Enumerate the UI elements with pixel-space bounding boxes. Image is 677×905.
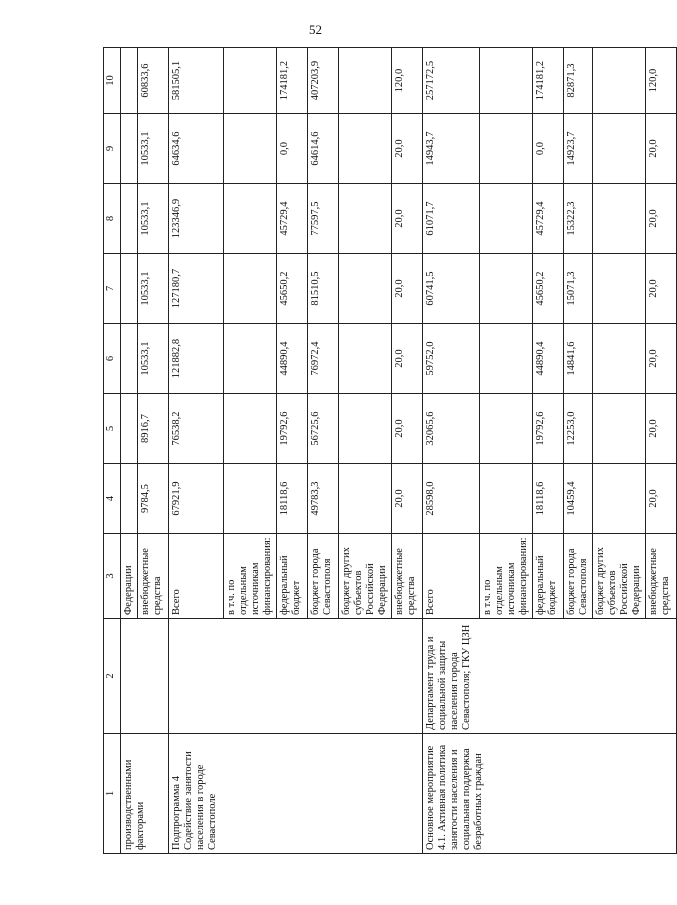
value-cell: 174181,2: [533, 48, 564, 114]
value-cell: [339, 464, 392, 534]
value-cell: [339, 324, 392, 394]
value-cell: 121882,8: [169, 324, 224, 394]
value-cell: 19792,6: [277, 394, 308, 464]
value-cell: 59752,0: [423, 324, 480, 394]
value-cell: [339, 114, 392, 184]
value-cell: 14841,6: [564, 324, 593, 394]
value-cell: 67921,9: [169, 464, 224, 534]
value-cell: [224, 254, 277, 324]
value-cell: 12253,0: [564, 394, 593, 464]
executor-cell: Департамент труда и социальной защиты населения города Севастополя; ГКУ ЦЗН: [423, 619, 677, 734]
value-cell: 8916,7: [138, 394, 169, 464]
value-cell: [593, 184, 646, 254]
table-row: [169, 48, 224, 854]
value-cell: [593, 114, 646, 184]
header-cell: 4: [104, 464, 121, 534]
rotated-table-container: [103, 48, 671, 854]
page-number: 52: [309, 22, 322, 37]
value-cell: [480, 48, 533, 114]
value-cell: 81510,5: [308, 254, 339, 324]
value-cell: 76972,4: [308, 324, 339, 394]
value-cell: [224, 48, 277, 114]
value-cell: 76538,2: [169, 394, 224, 464]
value-cell: 20,0: [392, 254, 423, 324]
value-cell: 0,0: [277, 114, 308, 184]
value-cell: 18118,6: [533, 464, 564, 534]
activity-name-cell: производственными факторами: [121, 734, 169, 854]
value-cell: 60741,5: [423, 254, 480, 324]
value-cell: 45650,2: [277, 254, 308, 324]
value-cell: 45729,4: [533, 184, 564, 254]
source-cell: бюджет других субъектов Российской Федерации: [339, 534, 392, 619]
value-cell: 120,0: [392, 48, 423, 114]
budget-table: [103, 47, 677, 854]
value-cell: 64614,6: [308, 114, 339, 184]
value-cell: [224, 464, 277, 534]
header-cell: 7: [104, 254, 121, 324]
activity-name-cell: Подпрограмма 4 Содействие занятости населения в городе Севастополе: [169, 734, 423, 854]
value-cell: [339, 394, 392, 464]
value-cell: 28598,0: [423, 464, 480, 534]
value-cell: [480, 464, 533, 534]
value-cell: 20,0: [646, 114, 677, 184]
source-cell: в т.ч. по отдельным источникам финансирования:: [480, 534, 533, 619]
value-cell: 20,0: [392, 184, 423, 254]
value-cell: [593, 48, 646, 114]
value-cell: 14943,7: [423, 114, 480, 184]
executor-cell: [169, 619, 423, 734]
value-cell: 123346,9: [169, 184, 224, 254]
value-cell: 0,0: [533, 114, 564, 184]
value-cell: 20,0: [392, 464, 423, 534]
table-row: [423, 48, 480, 854]
value-cell: 10533,1: [138, 324, 169, 394]
source-cell: федеральный бюджет: [277, 534, 308, 619]
value-cell: 120,0: [646, 48, 677, 114]
value-cell: 20,0: [392, 324, 423, 394]
value-cell: 20,0: [646, 464, 677, 534]
header-cell: 9: [104, 114, 121, 184]
value-cell: [480, 184, 533, 254]
value-cell: [593, 464, 646, 534]
source-cell: внебюджетные средства: [392, 534, 423, 619]
source-cell: Всего: [423, 534, 480, 619]
header-cell: 8: [104, 184, 121, 254]
value-cell: 14923,7: [564, 114, 593, 184]
header-cell: 10: [104, 48, 121, 114]
value-cell: [593, 324, 646, 394]
value-cell: 44890,4: [533, 324, 564, 394]
source-cell: бюджет города Севастополя: [564, 534, 593, 619]
header-cell: 3: [104, 534, 121, 619]
value-cell: 257172,5: [423, 48, 480, 114]
value-cell: 61071,7: [423, 184, 480, 254]
value-cell: 10459,4: [564, 464, 593, 534]
value-cell: [480, 254, 533, 324]
header-row: [104, 48, 121, 854]
value-cell: [339, 254, 392, 324]
value-cell: 20,0: [646, 324, 677, 394]
value-cell: [480, 394, 533, 464]
value-cell: 32065,6: [423, 394, 480, 464]
value-cell: 49783,3: [308, 464, 339, 534]
activity-name-cell: Основное мероприятие 4.1. Активная политика занятости населения и социальная поддержка безработных граждан: [423, 734, 677, 854]
source-cell: бюджет города Севастополя: [308, 534, 339, 619]
value-cell: [224, 324, 277, 394]
source-cell: бюджет других субъектов Российской Федерации: [593, 534, 646, 619]
source-cell: в т.ч. по отдельным источникам финансирования:: [224, 534, 277, 619]
value-cell: 44890,4: [277, 324, 308, 394]
value-cell: 20,0: [646, 184, 677, 254]
value-cell: [224, 184, 277, 254]
source-cell: Федерации: [121, 534, 138, 619]
value-cell: 77597,5: [308, 184, 339, 254]
value-cell: 10533,1: [138, 254, 169, 324]
value-cell: 127180,7: [169, 254, 224, 324]
value-cell: [339, 48, 392, 114]
value-cell: [339, 184, 392, 254]
source-cell: внебюджетные средства: [138, 534, 169, 619]
value-cell: 15322,3: [564, 184, 593, 254]
table-row: [121, 48, 138, 854]
value-cell: 19792,6: [533, 394, 564, 464]
value-cell: [224, 114, 277, 184]
value-cell: 56725,6: [308, 394, 339, 464]
header-cell: 1: [104, 734, 121, 854]
value-cell: [593, 394, 646, 464]
header-cell: 6: [104, 324, 121, 394]
header-cell: 5: [104, 394, 121, 464]
header-cell: 2: [104, 619, 121, 734]
value-cell: 64634,6: [169, 114, 224, 184]
value-cell: 9784,5: [138, 464, 169, 534]
value-cell: 407203,9: [308, 48, 339, 114]
value-cell: 10533,1: [138, 184, 169, 254]
value-cell: 20,0: [392, 114, 423, 184]
value-cell: 10533,1: [138, 114, 169, 184]
value-cell: [480, 324, 533, 394]
value-cell: 20,0: [646, 394, 677, 464]
value-cell: [480, 114, 533, 184]
source-cell: федеральный бюджет: [533, 534, 564, 619]
value-cell: 20,0: [646, 254, 677, 324]
value-cell: 581505,1: [169, 48, 224, 114]
value-cell: 60833,6: [138, 48, 169, 114]
executor-cell: [121, 619, 169, 734]
value-cell: 45729,4: [277, 184, 308, 254]
value-cell: [224, 394, 277, 464]
value-cell: 15071,3: [564, 254, 593, 324]
source-cell: Всего: [169, 534, 224, 619]
value-cell: 18118,6: [277, 464, 308, 534]
source-cell: внебюджетные средства: [646, 534, 677, 619]
value-cell: 45650,2: [533, 254, 564, 324]
value-cell: 82871,3: [564, 48, 593, 114]
value-cell: [593, 254, 646, 324]
value-cell: 174181,2: [277, 48, 308, 114]
value-cell: 20,0: [392, 394, 423, 464]
